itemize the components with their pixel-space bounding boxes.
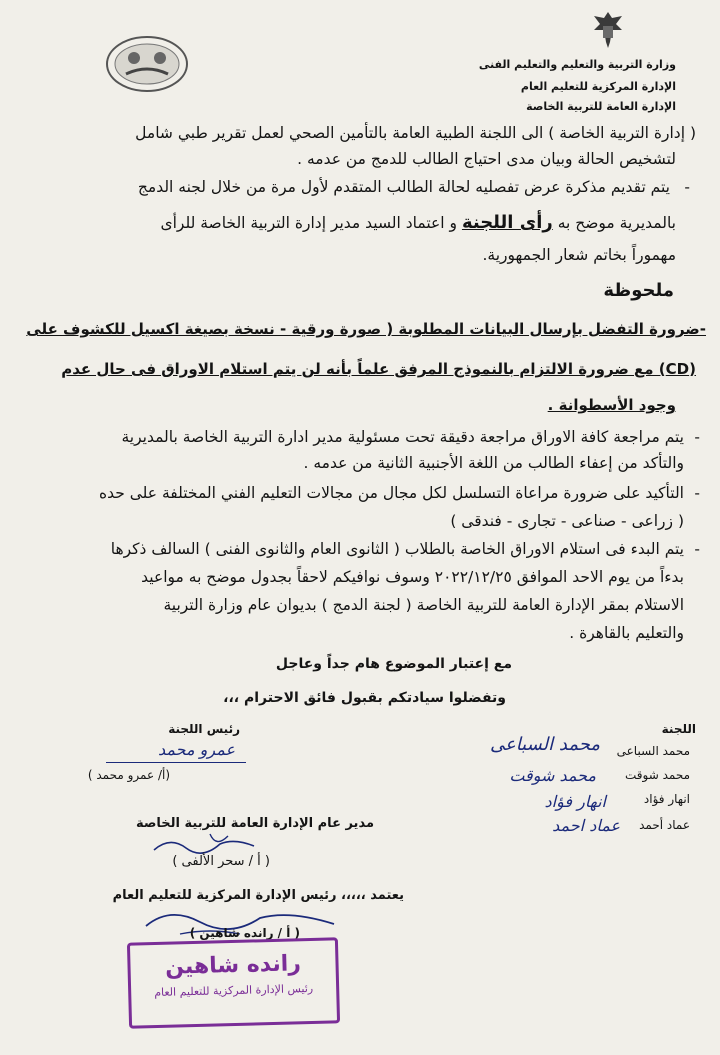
- bullet-dash: -: [694, 428, 700, 446]
- committee-member-name: عماد أحمد: [639, 818, 690, 832]
- bullet-dash: -: [694, 540, 700, 558]
- note-line3: وجود الأسطوانة .: [547, 396, 676, 414]
- paragraph2-line2: [160, 212, 676, 233]
- paragraph2-line3: مهموراً بخاتم شعار الجمهورية.: [482, 246, 676, 264]
- bullet3-line2: بدءاً من يوم الاحد الموافق ٢٠٢٢/١٢/٢٥ وسوف نوافيكم لاحقاً بجدول موضح به مواعيد: [141, 568, 684, 586]
- paragraph2-part-c: و اعتماد السيد مدير إدارة التربية الخاصة للرأى: [160, 214, 457, 232]
- stamp-name: رانده شاهين: [164, 951, 302, 980]
- committee-member-signature: محمد شوقت: [509, 766, 596, 785]
- bullet1-line2: والتأكد من إعفاء الطالب من اللغة الأجنبية الثانية من عدمه .: [303, 454, 684, 472]
- note-title: ملحوظة: [603, 280, 674, 301]
- approval-name: ( أ / رانده شاهين ): [189, 926, 300, 940]
- bullet2-line2: ( زراعى - صناعى - تجارى - فندقى ): [450, 512, 684, 530]
- director-title: مدير عام الإدارة العامة للتربية الخاصة: [135, 816, 374, 831]
- paragraph2-line1: يتم تقديم مذكرة عرض تفصليه لحالة الطالب المتقدم لأول مرة من خلال لجنه الدمج: [137, 178, 670, 196]
- committee-member-name: محمد شوقت: [625, 768, 690, 782]
- bullet3-line1: يتم البدء فى استلام الاوراق الخاصة بالطلاب ( الثانوى العام والثانوى الفنى ) السالف ذكرها: [110, 540, 684, 558]
- note-line1: -ضرورة التفضل بإرسال البيانات المطلوبة ( صورة ورقية - نسخة بصيغة اكسيل للكشوف على: [26, 320, 706, 338]
- eagle-emblem-icon: [588, 8, 628, 52]
- bullet2-line1: التأكيد على ضرورة مراعاة التسلسل لكل مجال من مجالات التعليم الفني المختلفة على حده: [98, 484, 684, 502]
- header-general-admin: الإدارة العامة للتربية الخاصة: [526, 100, 676, 113]
- committee-member-signature: محمد السباعى: [489, 734, 600, 755]
- committee-member-name: محمد السباعى: [616, 744, 690, 758]
- bullet-dash: -: [684, 178, 690, 196]
- committee-head-name: (أ/ عمرو محمد ): [87, 768, 170, 782]
- header-ministry: وزارة التربية والتعليم والتعليم الفنى: [478, 58, 676, 71]
- paragraph1-line1: ( إدارة التربية الخاصة ) الى اللجنة الطبية العامة بالتأمين الصحي لعمل تقرير طبي شامل: [135, 124, 696, 142]
- ministry-logo-icon: [104, 34, 190, 94]
- note-line2: (CD) مع ضرورة الالتزام بالنموذج المرفق علماً بأنه لن يتم استلام الاوراق فى حال عدم: [61, 360, 696, 378]
- committee-head-title: رئيس اللجنة: [168, 722, 240, 736]
- bullet-dash: -: [694, 484, 700, 502]
- bullet3-line3: الاستلام بمقر الإدارة العامة للتربية الخاصة ( لجنة الدمج ) بديوان عام وزارة التربية: [163, 596, 684, 614]
- official-stamp: [127, 937, 340, 1028]
- stamp-title: رئيس الإدارة المركزية للتعليم العام: [154, 981, 314, 1000]
- paragraph2-part-a: بالمديرية موضح به: [557, 214, 676, 232]
- closing-urgent: مع إعتبار الموضوع هام جداً وعاجل: [275, 656, 512, 672]
- director-name: ( أ / سحر الألفى ): [172, 854, 270, 869]
- committee-title: اللجنة: [661, 722, 696, 736]
- bullet3-line4: والتعليم بالقاهرة .: [569, 624, 684, 642]
- committee-member-signature: انهار فؤاد: [544, 792, 606, 811]
- committee-head-signature-line: [106, 762, 246, 763]
- approval-title: رئيس الإدارة المركزية للتعليم العام: [112, 888, 337, 903]
- committee-opinion: رأى اللجنة: [461, 212, 553, 233]
- approval-label: يعتمد ،،،،،: [341, 888, 404, 903]
- closing-regards: وتفضلوا سيادتكم بقبول فائق الاحترام ،،،: [223, 690, 506, 706]
- paragraph1-line2: لتشخيص الحالة وبيان مدى احتياج الطالب للدمج من عدمه .: [297, 150, 676, 168]
- bullet1-line1: يتم مراجعة كافة الاوراق مراجعة دقيقة تحت مسئولية مدير ادارة التربية الخاصة بالمديرية: [121, 428, 684, 446]
- header-central-admin: الإدارة المركزية للتعليم العام: [520, 80, 676, 93]
- committee-member-name: انهار فؤاد: [643, 792, 690, 806]
- committee-head-signature: عمرو محمد: [158, 740, 235, 759]
- committee-member-signature: عماد احمد: [552, 816, 620, 835]
